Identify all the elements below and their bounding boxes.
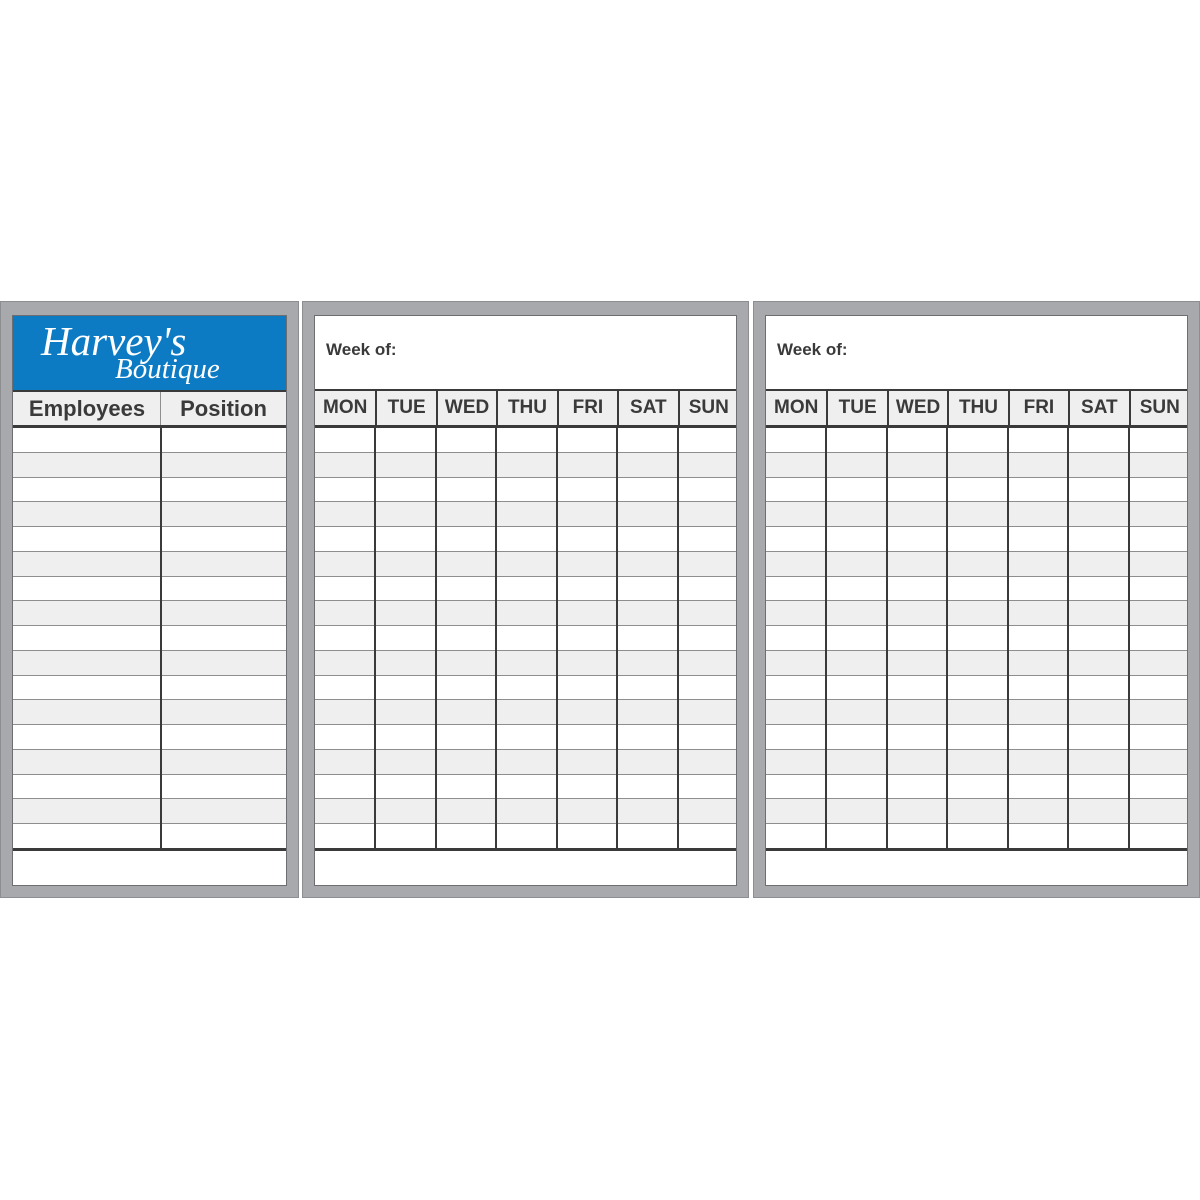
day-header-tue: TUE [826,391,886,425]
table-row[interactable] [766,601,1187,626]
table-row[interactable] [766,428,1187,453]
schedule-rows [315,428,736,849]
table-row[interactable] [315,676,736,701]
employees-header: Employees [28,395,146,421]
table-row[interactable] [766,478,1187,503]
table-row[interactable] [13,577,286,602]
employee-board-surface [12,315,287,886]
column-divider [1007,428,1009,849]
table-row[interactable] [315,700,736,725]
employee-header-row [13,390,286,428]
day-header-thu: THU [496,391,556,425]
table-row[interactable] [315,453,736,478]
header-divider [160,392,161,425]
table-row[interactable] [766,700,1187,725]
table-row[interactable] [766,577,1187,602]
day-header-mon: MON [774,397,819,418]
table-row[interactable] [315,502,736,527]
table-row[interactable] [315,626,736,651]
table-row[interactable] [13,651,286,676]
day-header-fri: FRI [557,391,617,425]
table-row[interactable] [766,775,1187,800]
table-row[interactable] [766,527,1187,552]
footer-rule [766,848,1187,851]
table-row[interactable] [13,527,286,552]
table-row[interactable] [766,552,1187,577]
table-row[interactable] [13,725,286,750]
footer-rule [315,848,736,851]
column-divider [374,428,376,849]
table-row[interactable] [13,750,286,775]
table-row[interactable] [13,775,286,800]
table-row[interactable] [315,725,736,750]
day-header-row [766,389,1187,428]
column-divider [1067,428,1069,849]
employee-rows [13,428,286,849]
column-divider [435,428,437,849]
column-divider [616,428,618,849]
column-divider [825,428,827,849]
table-row[interactable] [766,725,1187,750]
table-row[interactable] [13,799,286,824]
day-header-sat: SAT [617,391,677,425]
table-row[interactable] [13,502,286,527]
day-header-thu: THU [947,391,1007,425]
table-row[interactable] [13,478,286,503]
table-row[interactable] [766,799,1187,824]
day-header-fri: FRI [1008,391,1068,425]
schedule-rows [766,428,1187,849]
column-divider [495,428,497,849]
schedule-board-2 [753,301,1200,898]
day-header-mon: MON [323,397,368,418]
table-row[interactable] [315,750,736,775]
table-row[interactable] [766,502,1187,527]
table-row[interactable] [315,478,736,503]
table-row[interactable] [315,552,736,577]
table-row[interactable] [766,453,1187,478]
table-row[interactable] [13,676,286,701]
day-header-sun: SUN [678,391,737,425]
schedule-board-2-surface [765,315,1188,886]
table-row[interactable] [13,626,286,651]
column-divider [886,428,888,849]
footer-rule [13,848,286,851]
day-header-wed: WED [887,391,947,425]
table-row[interactable] [315,601,736,626]
table-row[interactable] [13,453,286,478]
day-header-sun: SUN [1129,391,1188,425]
table-row[interactable] [315,577,736,602]
table-row[interactable] [766,750,1187,775]
table-row[interactable] [315,428,736,453]
day-header-wed: WED [436,391,496,425]
table-row[interactable] [13,601,286,626]
day-header-tue: TUE [375,391,435,425]
table-row[interactable] [315,527,736,552]
logo-line-2: Boutique [115,353,220,385]
column-divider [677,428,679,849]
column-divider [160,428,162,849]
column-divider [1128,428,1130,849]
table-row[interactable] [13,700,286,725]
table-row[interactable] [315,775,736,800]
day-header-row [315,389,736,428]
table-row[interactable] [766,651,1187,676]
harveys-boutique-logo [13,316,286,390]
position-header: Position [180,395,267,421]
week-of-label: Week of: [777,340,848,359]
table-row[interactable] [766,676,1187,701]
employee-board [0,301,299,898]
column-divider [556,428,558,849]
table-row[interactable] [315,824,736,849]
table-row[interactable] [13,824,286,849]
table-row[interactable] [315,651,736,676]
logo-line-1: Harvey's [41,318,187,364]
table-row[interactable] [766,626,1187,651]
table-row[interactable] [315,799,736,824]
table-row[interactable] [13,428,286,453]
table-row[interactable] [766,824,1187,849]
day-header-sat: SAT [1068,391,1128,425]
schedule-board-1 [302,301,749,898]
table-row[interactable] [13,552,286,577]
week-of-label: Week of: [326,340,397,359]
column-divider [946,428,948,849]
schedule-board-1-surface [314,315,737,886]
